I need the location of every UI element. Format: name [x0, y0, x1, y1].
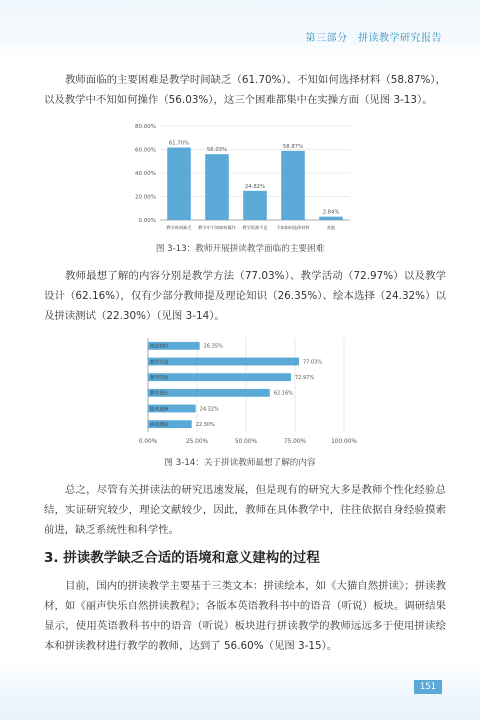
section-heading: 3. 拼读教学缺乏合适的语境和意义建构的过程	[44, 550, 320, 566]
x-tick-label: 25.00%	[185, 439, 209, 445]
data-label: 24.32%	[199, 406, 219, 413]
paragraph-1: 教师面临的主要困难是教学时间缺乏（61.70%）、不知如何选择材料（58.87%），以及教学中不知如何操作（56.03%），这三个困难都集中在实操方面（见图 3-13）。	[44, 74, 446, 106]
paragraph-3: 总之，尽管有关拼读法的研究迅速发展，但是现有的研究大多是教师个性化经验总结，实证研究较少，理论文献较少，因此，教师在具体教学中，往往依据自身经验摸索前进，缺乏系统性和科学性。	[44, 484, 446, 536]
data-label: 72.97%	[295, 374, 315, 381]
category-label: 拼读测试	[150, 422, 169, 428]
data-label: 61.70%	[168, 140, 190, 147]
footer-band	[0, 660, 480, 720]
y-tick-label: 80.00%	[135, 124, 156, 130]
bar	[243, 191, 267, 220]
y-tick-label: 60.00%	[135, 147, 156, 154]
chart-main-difficulties	[120, 118, 360, 236]
category-label: 教学中不知如何操作	[198, 225, 236, 230]
data-label: 58.87%	[282, 143, 304, 150]
x-tick-label: 100.00%	[331, 439, 357, 445]
running-header: 第三部分 拼读教学研究报告	[305, 33, 442, 44]
x-tick-label: 50.00%	[234, 439, 258, 445]
category-label: 理论知识	[150, 344, 169, 350]
category-label: 教学时间缺乏	[166, 225, 192, 230]
y-tick-label: 20.00%	[135, 194, 156, 201]
data-label: 2.84%	[322, 209, 340, 216]
figure-caption-3-14: 图 3-14：关于拼读教师最想了解的内容	[164, 458, 316, 468]
x-tick-label: 0.00%	[138, 439, 158, 445]
figure-caption-3-13: 图 3-13：教师开展拼读教学面临的主要困难	[155, 244, 325, 254]
category-label: 绘本选择	[150, 407, 169, 413]
category-label: 教学资源不足	[242, 225, 268, 230]
data-label: 24.82%	[244, 183, 266, 190]
category-label: 不知如何选择材料	[276, 225, 310, 230]
y-tick-label: 0.00%	[138, 218, 156, 224]
data-label: 22.30%	[195, 421, 215, 428]
category-label: 教学设计	[150, 391, 169, 397]
data-label: 56.03%	[206, 147, 228, 154]
bar	[319, 217, 343, 220]
y-tick-label: 40.00%	[135, 171, 156, 177]
data-label: 62.16%	[273, 390, 293, 397]
data-label: 26.35%	[203, 343, 223, 350]
bar	[167, 148, 191, 220]
data-label: 77.03%	[302, 359, 323, 366]
bar	[148, 373, 291, 381]
paragraph-4: 目前，国内的拼读教学主要基于三类文本：拼读绘本，如《大猫自然拼读》；拼读教材，如《丽声快乐自然拼读教程》；各版本英语教科书中的语音（听说）板块。调研结果显示，使用英语教科书中的语音（听说）板块进行拼读教学的教师远远多于使用拼读绘本和拼读教材进行教学的教师，达到了 56.60%（见图 3-15）。	[44, 580, 446, 652]
category-label: 教学方法	[150, 360, 169, 366]
page-number: 151	[414, 680, 442, 694]
chart-desired-content	[112, 336, 368, 452]
category-label: 其他	[326, 225, 336, 230]
category-label: 教学活动	[150, 375, 169, 381]
bar	[148, 358, 299, 366]
bar	[281, 151, 305, 220]
x-tick-label: 75.00%	[283, 439, 307, 445]
paragraph-2: 教师最想了解的内容分别是教学方法（77.03%）、教学活动（72.97%）以及教学设计（62.16%），仅有少部分教师提及理论知识（26.35%）、绘本选择（24.32%）以及拼读测试（22.30%）（见图 3-14）。	[44, 270, 446, 322]
bar	[205, 154, 229, 220]
